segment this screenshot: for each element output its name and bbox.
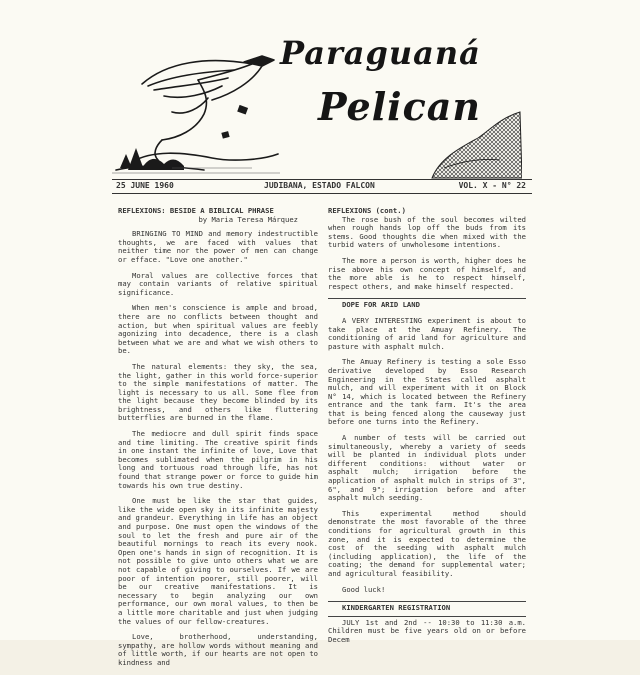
dateline [116, 181, 526, 193]
right-column [328, 207, 526, 652]
left-column [118, 207, 318, 675]
reflexions-paragraph: The natural elements: they sky, the sea, the light, gather in this world force-superior to the simple manifestations of matter. The light is necessary to us all. Some flee from the light because they become blinded by its brightness, and others like fluttering butterflies are burned in the flame. [118, 361, 318, 423]
issue-place: JUDIBANA, ESTADO FALCON [264, 181, 375, 190]
masthead-rule-bottom [112, 193, 532, 194]
section-divider [328, 298, 526, 299]
section-divider [328, 616, 526, 617]
masthead-title-paraguana: Paraguaná [280, 34, 481, 72]
reflexions-cont-paragraph: The more a person is worth, higher does he rise above his own concept of himself, and the more able is he to respect himself, respect others, and make himself respected. [328, 255, 526, 291]
kindergarten-headline: KINDERGARTEN REGISTRATION [342, 603, 451, 613]
issue-volume: VOL. X - N° 22 [458, 181, 526, 190]
issue-date: 25 JUNE 1960 [116, 181, 174, 190]
dope-headline: DOPE FOR ARID LAND [342, 300, 420, 310]
masthead-title-pelican: Pelican [318, 84, 481, 129]
dope-paragraph: Good luck! [342, 584, 386, 594]
reflexions-headline: REFLEXIONS: BESIDE A BIBLICAL PHRASE [118, 206, 274, 215]
reflexions-paragraph: Moral values are collective forces that may contain variants of relative spiritual significance. [118, 270, 318, 297]
section-divider [328, 601, 526, 602]
reflexions-paragraph: When men's conscience is ample and broad, there are no conflicts between thought and action, but when spiritual values are feebly agonizing into decadence, there is a clash between what we are and what we wish others to be. [118, 303, 318, 356]
reflexions-paragraph: BRINGING TO MIND and memory indestructible thoughts, we are faced with values that neither time nor the power of men can change or efface. "Love one another." [118, 229, 318, 264]
dope-paragraph: The Amuay Refinery is testing a sole Esso derivative developed by Esso Research Engineering in the States called asphalt mulch, and will experiment with it on Block N° 14, which is located between the Refinery entrance and the tank farm. It's the area that is being fenced along the causeway just before one turns into the Refinery. [328, 357, 526, 427]
reflexions-paragraph: Love, brotherhood, understanding, sympathy, are hollow words without meaning and of little worth, if our hearts are not open to kindness and [118, 632, 318, 667]
reflexions-paragraph: The mediocre and dull spirit finds space and time limiting. The creative spirit finds in one instant the infinite of love, Love that becomes sublimated when the pilgrim in his long and tortuous road through life, has not found that strange power or force to guide him towards his own true destiny. [118, 429, 318, 490]
reflexions-paragraph: One must be like the star that guides, like the wide open sky in its infinite majesty and grandeur. Everything in life has an object and purpose. One must open the windows of the soul to let the fresh and pure air of the beautiful mornings to reach its every nook. Open one's hands in sign of recognition. It is not possible to give unto others what we are not capable of giving to ourselves. If we are poor of intention poorer, still poorer, will be our creative manifestations. It is necessary to begin analyzing our own performance, our own moral values, to then be a little more charitable and just when judging the values of our fellow-creatures. [118, 496, 318, 626]
hatched-landscape-illustration [430, 108, 522, 180]
pelican-illustration [112, 42, 280, 174]
reflexions-cont-headline: REFLEXIONS (cont.) [328, 206, 406, 215]
kindergarten-paragraph: JULY 1st and 2nd -- 10:30 to 11:30 a.m. Children must be five years old on or before Decem [328, 617, 526, 644]
reflexions-byline: by Maria Teresa Márquez [198, 214, 298, 224]
dope-paragraph: This experimental method should demonstrate the most favorable of the three conditions for agricultural growth in this zone, and it is expected to determine the cost of the seeding with asphalt mulch (including application), the life of the coating; the demand for supplemental water; and agricultural feasibility. [328, 508, 526, 578]
dope-paragraph: A number of tests will be carried out simultaneously, whereby a variety of seeds will be planted in individual plots under different conditions: without water or asphalt mulch; irrigation before the application of asphalt mulch in strips of 3", 6", and 9"; irrigation before and after asphalt mulch seeding. [328, 433, 526, 503]
dope-paragraph: A VERY INTERESTING experiment is about to take place at the Amuay Refinery. The conditioning of arid land for agriculture and pasture with asphalt mulch. [328, 315, 526, 351]
reflexions-cont-paragraph: The rose bush of the soul becomes wilted when rough hands lop off the buds from its stems. Good thoughts die when mixed with the turbid waters of unwholesome intentions. [328, 214, 526, 250]
masthead-rule-top [112, 179, 532, 180]
